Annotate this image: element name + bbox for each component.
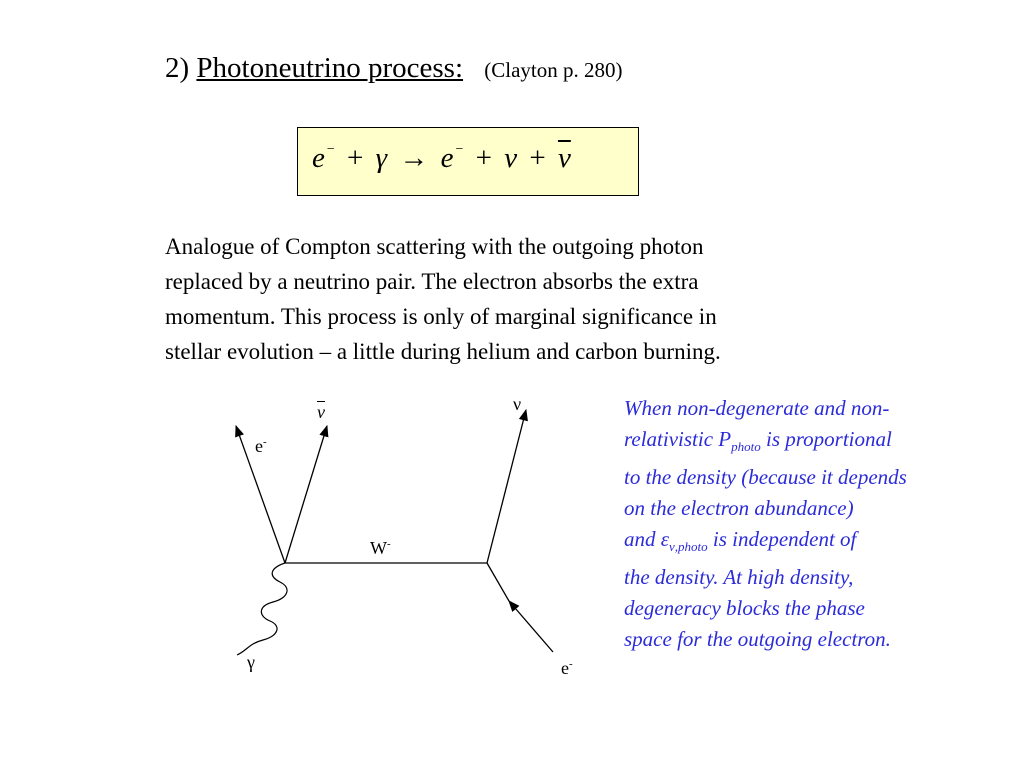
label-gamma: γ [247, 652, 255, 672]
eq-minus-2: − [455, 142, 464, 157]
note-line-5 [624, 524, 1014, 563]
photon-wavy-line [237, 563, 287, 655]
note-line-2-sub: photo [731, 438, 761, 454]
eq-plus-1: + [347, 142, 364, 174]
label-electron-in [561, 658, 573, 679]
eq-gamma: γ [375, 142, 388, 174]
eq-plus-2: + [475, 142, 492, 174]
note-line-8: space for the outgoing electron. [624, 626, 891, 651]
note-line-5-pre: and [624, 526, 661, 551]
eq-plus-3: + [529, 142, 546, 174]
title-number: 2) [165, 52, 190, 84]
antineutrino-line [285, 426, 327, 563]
label-antineutrino: $\overline{\nu}$ [317, 402, 325, 422]
note-line-4: on the electron abundance) [624, 495, 854, 520]
note-line-1: When non-degenerate and non- [624, 396, 890, 420]
eq-minus-1: − [326, 142, 335, 157]
eq-nu: ν [504, 142, 518, 174]
note-line-3: to the density (because it depends [624, 465, 907, 490]
eq-arrow: → [399, 142, 429, 174]
neutrino-line [487, 410, 526, 563]
label-w: W [370, 538, 387, 558]
note-line-7: degeneracy blocks the phase [624, 595, 865, 620]
note-line-2 [624, 424, 1014, 463]
incoming-electron-line [487, 563, 509, 601]
note-line-2-pre: relativistic P [624, 426, 732, 451]
note-line-6: the density. At high density, [624, 565, 854, 590]
paragraph-line-3: momentum. This process is only of marginal significance in [165, 304, 717, 329]
note-line-5-sub: ν,photo [669, 538, 708, 554]
title-main: Photoneutrino process: [196, 52, 464, 84]
incoming-electron-arrow [509, 601, 553, 652]
label-electron-out-minus: - [263, 436, 267, 448]
paragraph-line-1: Analogue of Compton scattering with the outgoing photon [165, 234, 704, 259]
label-electron-in-e: e [561, 658, 569, 678]
note-epsilon: ε [660, 526, 670, 551]
note-line-5-post: is independent of [707, 526, 857, 551]
paragraph-line-4: stellar evolution – a little during helium and carbon burning. [165, 339, 721, 364]
note-line-2-post: is proportional [760, 426, 892, 451]
title-reference: (Clayton p. 280) [484, 58, 623, 82]
side-note [624, 393, 1014, 654]
label-w-minus: - [387, 538, 391, 550]
eq-electron-1: e [312, 142, 325, 174]
label-electron-out [255, 436, 267, 457]
eq-nubar: $\overline{\nu}$ [557, 142, 571, 174]
eq-electron-2: e [440, 142, 454, 174]
label-w-boson [370, 538, 391, 559]
label-neutrino: ν [513, 394, 522, 414]
label-electron-in-minus: - [569, 658, 573, 670]
paragraph-line-2: replaced by a neutrino pair. The electron absorbs the extra [165, 269, 699, 294]
label-electron-out-e: e [255, 436, 263, 456]
